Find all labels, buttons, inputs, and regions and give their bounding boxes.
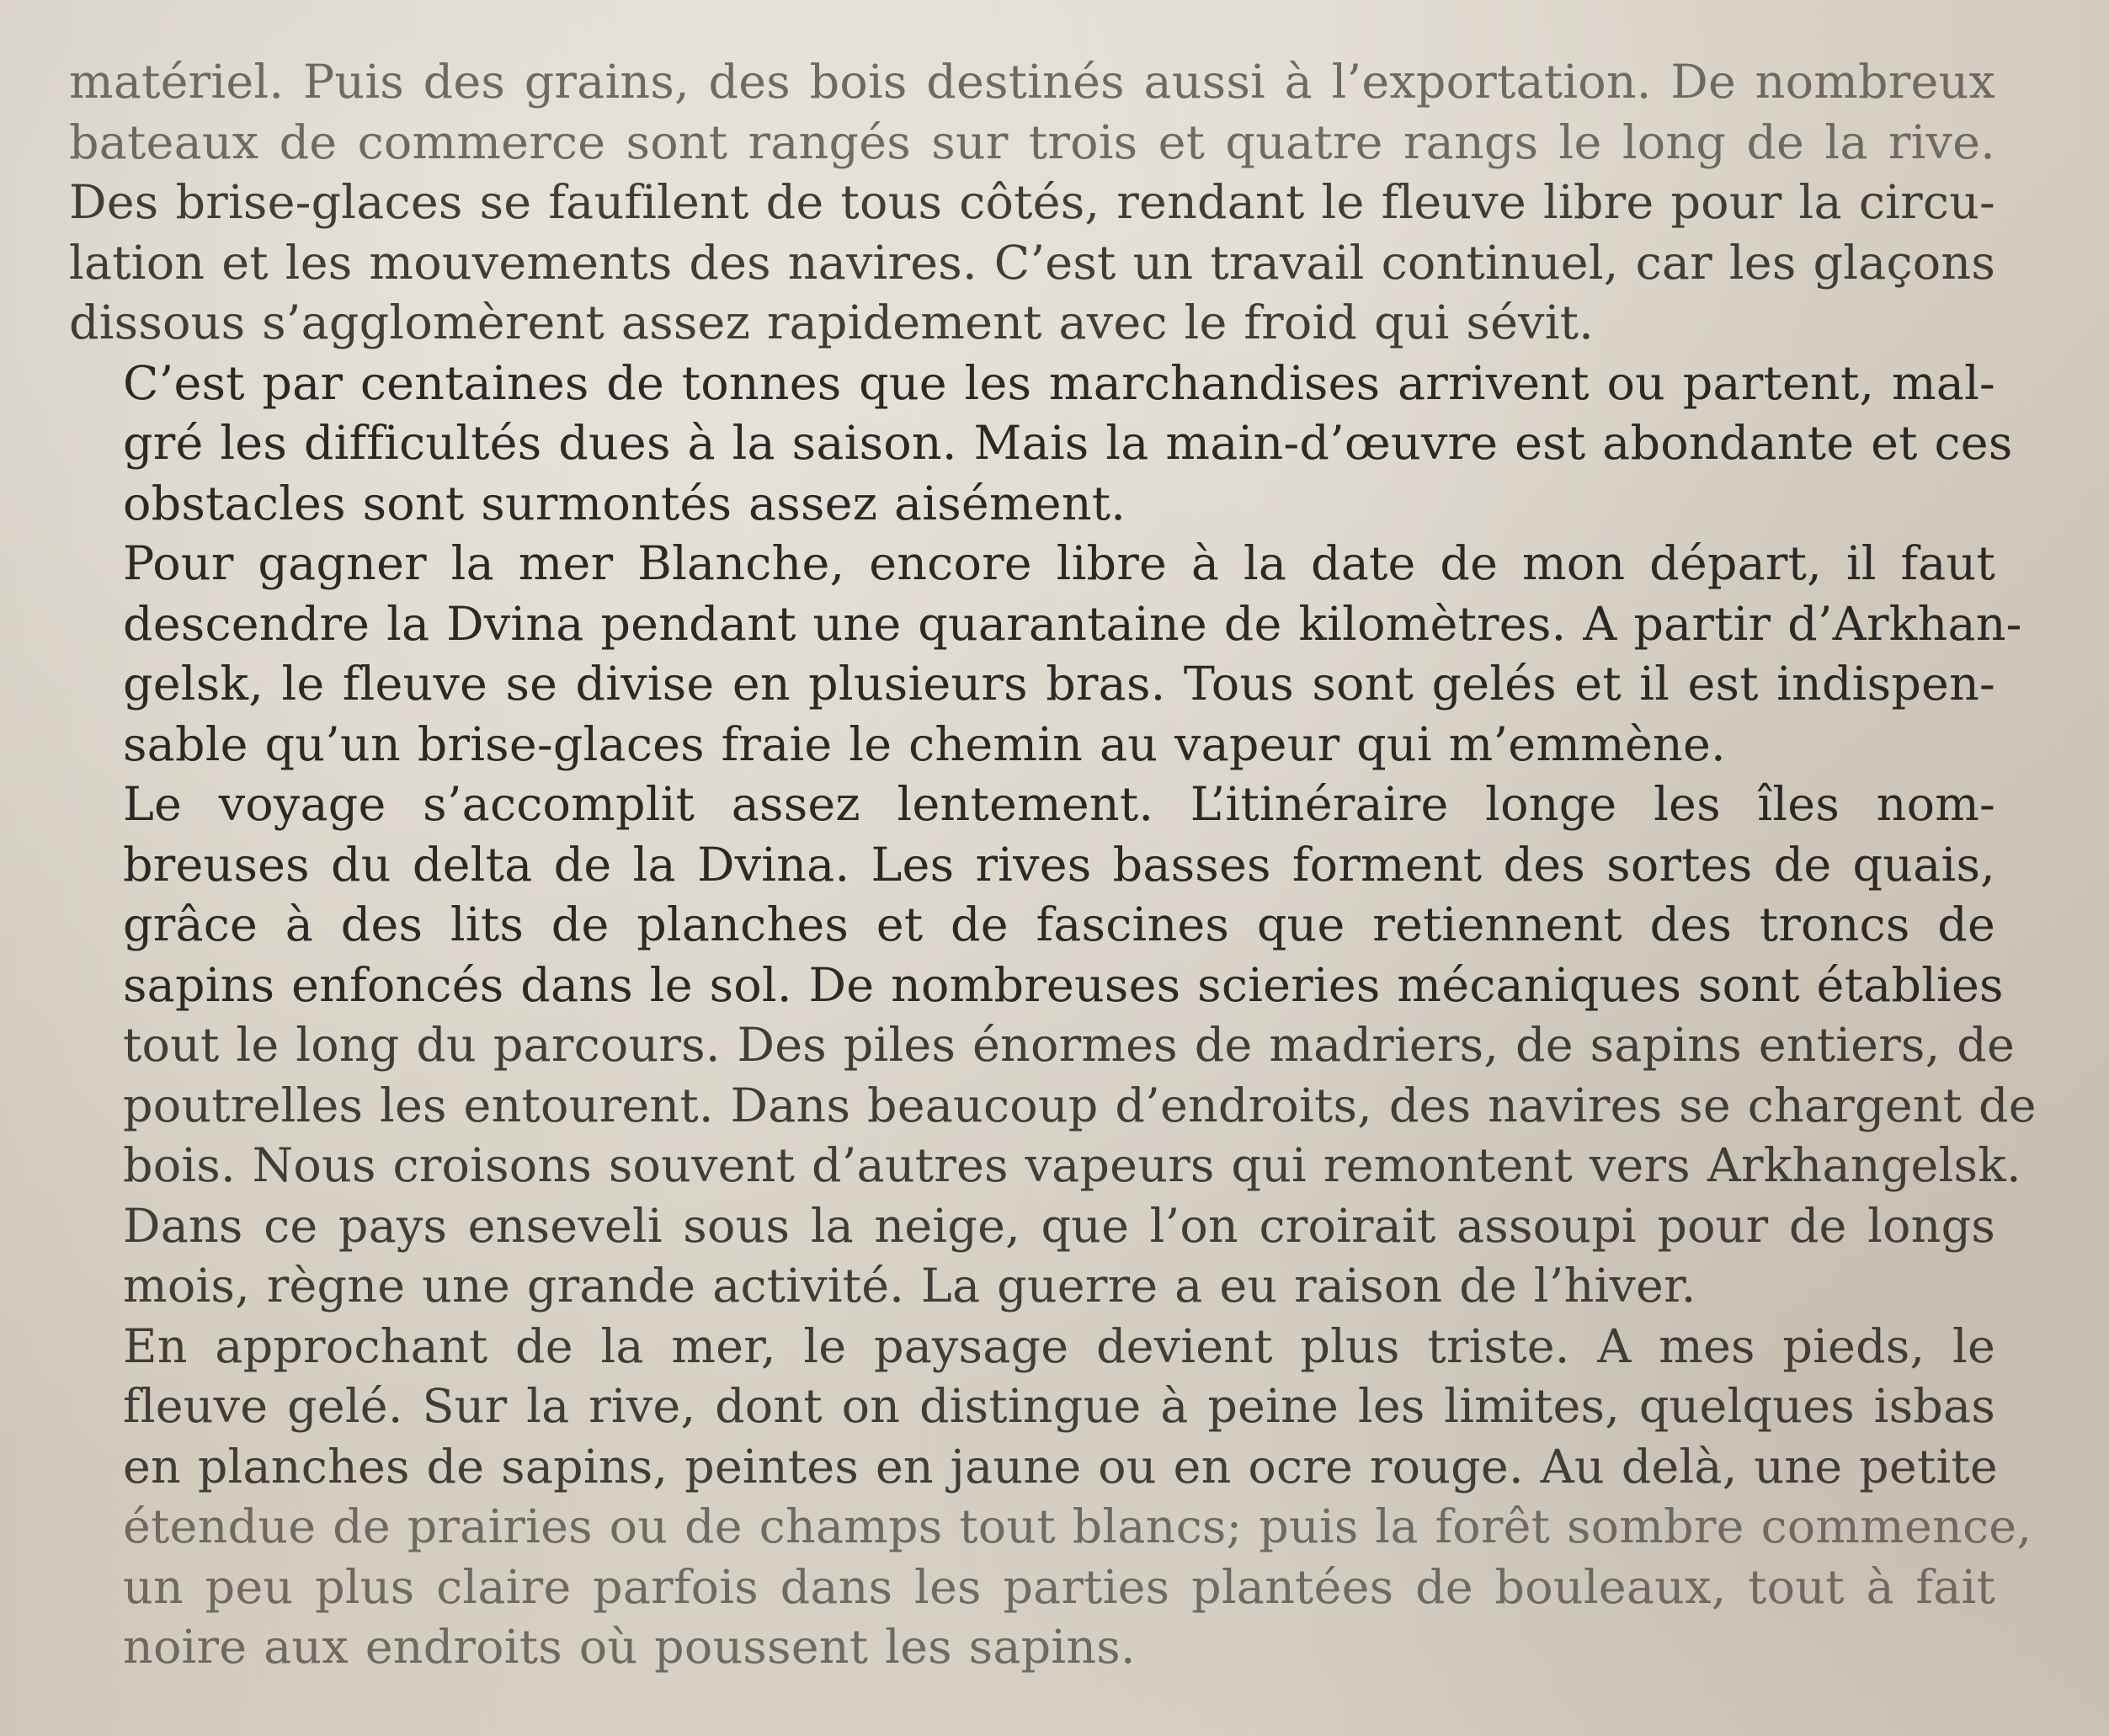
paragraph-2 [69, 354, 2013, 535]
text-line: matériel. Puis des grains, des bois destinés aussi à l’exportation. De nombreux [69, 55, 1995, 109]
text-line: lation et les mouvements des navires. C’est un travail continuel, car les glaçons [69, 235, 1995, 290]
text-line: noire aux endroits où poussent les sapins. [123, 1620, 1136, 1675]
text-line: Des brise-glaces se faufilent de tous côtés, rendant le fleuve libre pour la circu- [69, 175, 1995, 230]
text-line: Pour gagner la mer Blanche, encore libre à la date de mon départ, il faut [123, 536, 1995, 591]
text-line: breuses du delta de la Dvina. Les rives basses forment des sortes de quais, [123, 837, 1995, 892]
paragraph-1 [69, 52, 1995, 354]
text-line: Dans ce pays enseveli sous la neige, que l’on croirait assoupi pour de longs [123, 1198, 1995, 1254]
text-line: sapins enfoncés dans le sol. De nombreuses scieries mécaniques sont établies [123, 957, 2004, 1013]
text-line: étendue de prairies ou de champs tout blancs; puis la forêt sombre commence, [123, 1499, 2032, 1554]
text-line: mois, règne une grande activité. La guerre a eu raison de l’hiver. [123, 1259, 1696, 1313]
text-line: gelsk, le fleuve se divise en plusieurs bras. Tous sont gelés et il est indispen- [123, 657, 1995, 711]
text-line: dissous s’agglomèrent assez rapidement avec le froid qui sévit. [69, 296, 1594, 350]
text-line: tout le long du parcours. Des piles énormes de madriers, de sapins entiers, de [123, 1018, 2016, 1073]
text-line: obstacles sont surmontés assez aisément. [123, 476, 1126, 531]
text-line: sable qu’un brise-glaces fraie le chemin au vapeur qui m’emmène. [123, 716, 1726, 772]
text-line: C’est par centaines de tonnes que les marchandises arrivent ou partent, mal- [123, 355, 1995, 411]
text-line: en planches de sapins, peintes en jaune ou en ocre rouge. Au delà, une petite [123, 1439, 1998, 1494]
text-line: Le voyage s’accomplit assez lentement. L’itinéraire longe les îles nom- [123, 777, 1995, 832]
text-line: gré les difficultés dues à la saison. Mais la main-d’œuvre est abondante et ces [123, 416, 2013, 471]
paragraph-3 [69, 534, 2022, 775]
text-line: poutrelles les entourent. Dans beaucoup d’endroits, des navires se chargent de [123, 1078, 2037, 1133]
text-line: En approchant de la mer, le paysage devient plus triste. A mes pieds, le [123, 1318, 1995, 1374]
text-line: bateaux de commerce sont rangés sur trois et quatre rangs le long de la rive. [69, 114, 1995, 170]
text-line: bois. Nous croisons souvent d’autres vapeurs qui remontent vers Arkhangelsk. [123, 1138, 2021, 1193]
text-line: descendre la Dvina pendant une quarantaine de kilomètres. A partir d’Arkhan- [123, 596, 2022, 652]
book-page [69, 52, 2037, 1678]
text-line: un peu plus claire parfois dans les parties plantées de bouleaux, tout à fait [123, 1559, 1995, 1615]
paragraph-5 [69, 1317, 2032, 1678]
text-line: fleuve gelé. Sur la rive, dont on distingue à peine les limites, quelques isbas [123, 1379, 1995, 1434]
paragraph-4 [69, 775, 2037, 1317]
text-line: grâce à des lits de planches et de fascines que retiennent des troncs de [123, 897, 1995, 952]
